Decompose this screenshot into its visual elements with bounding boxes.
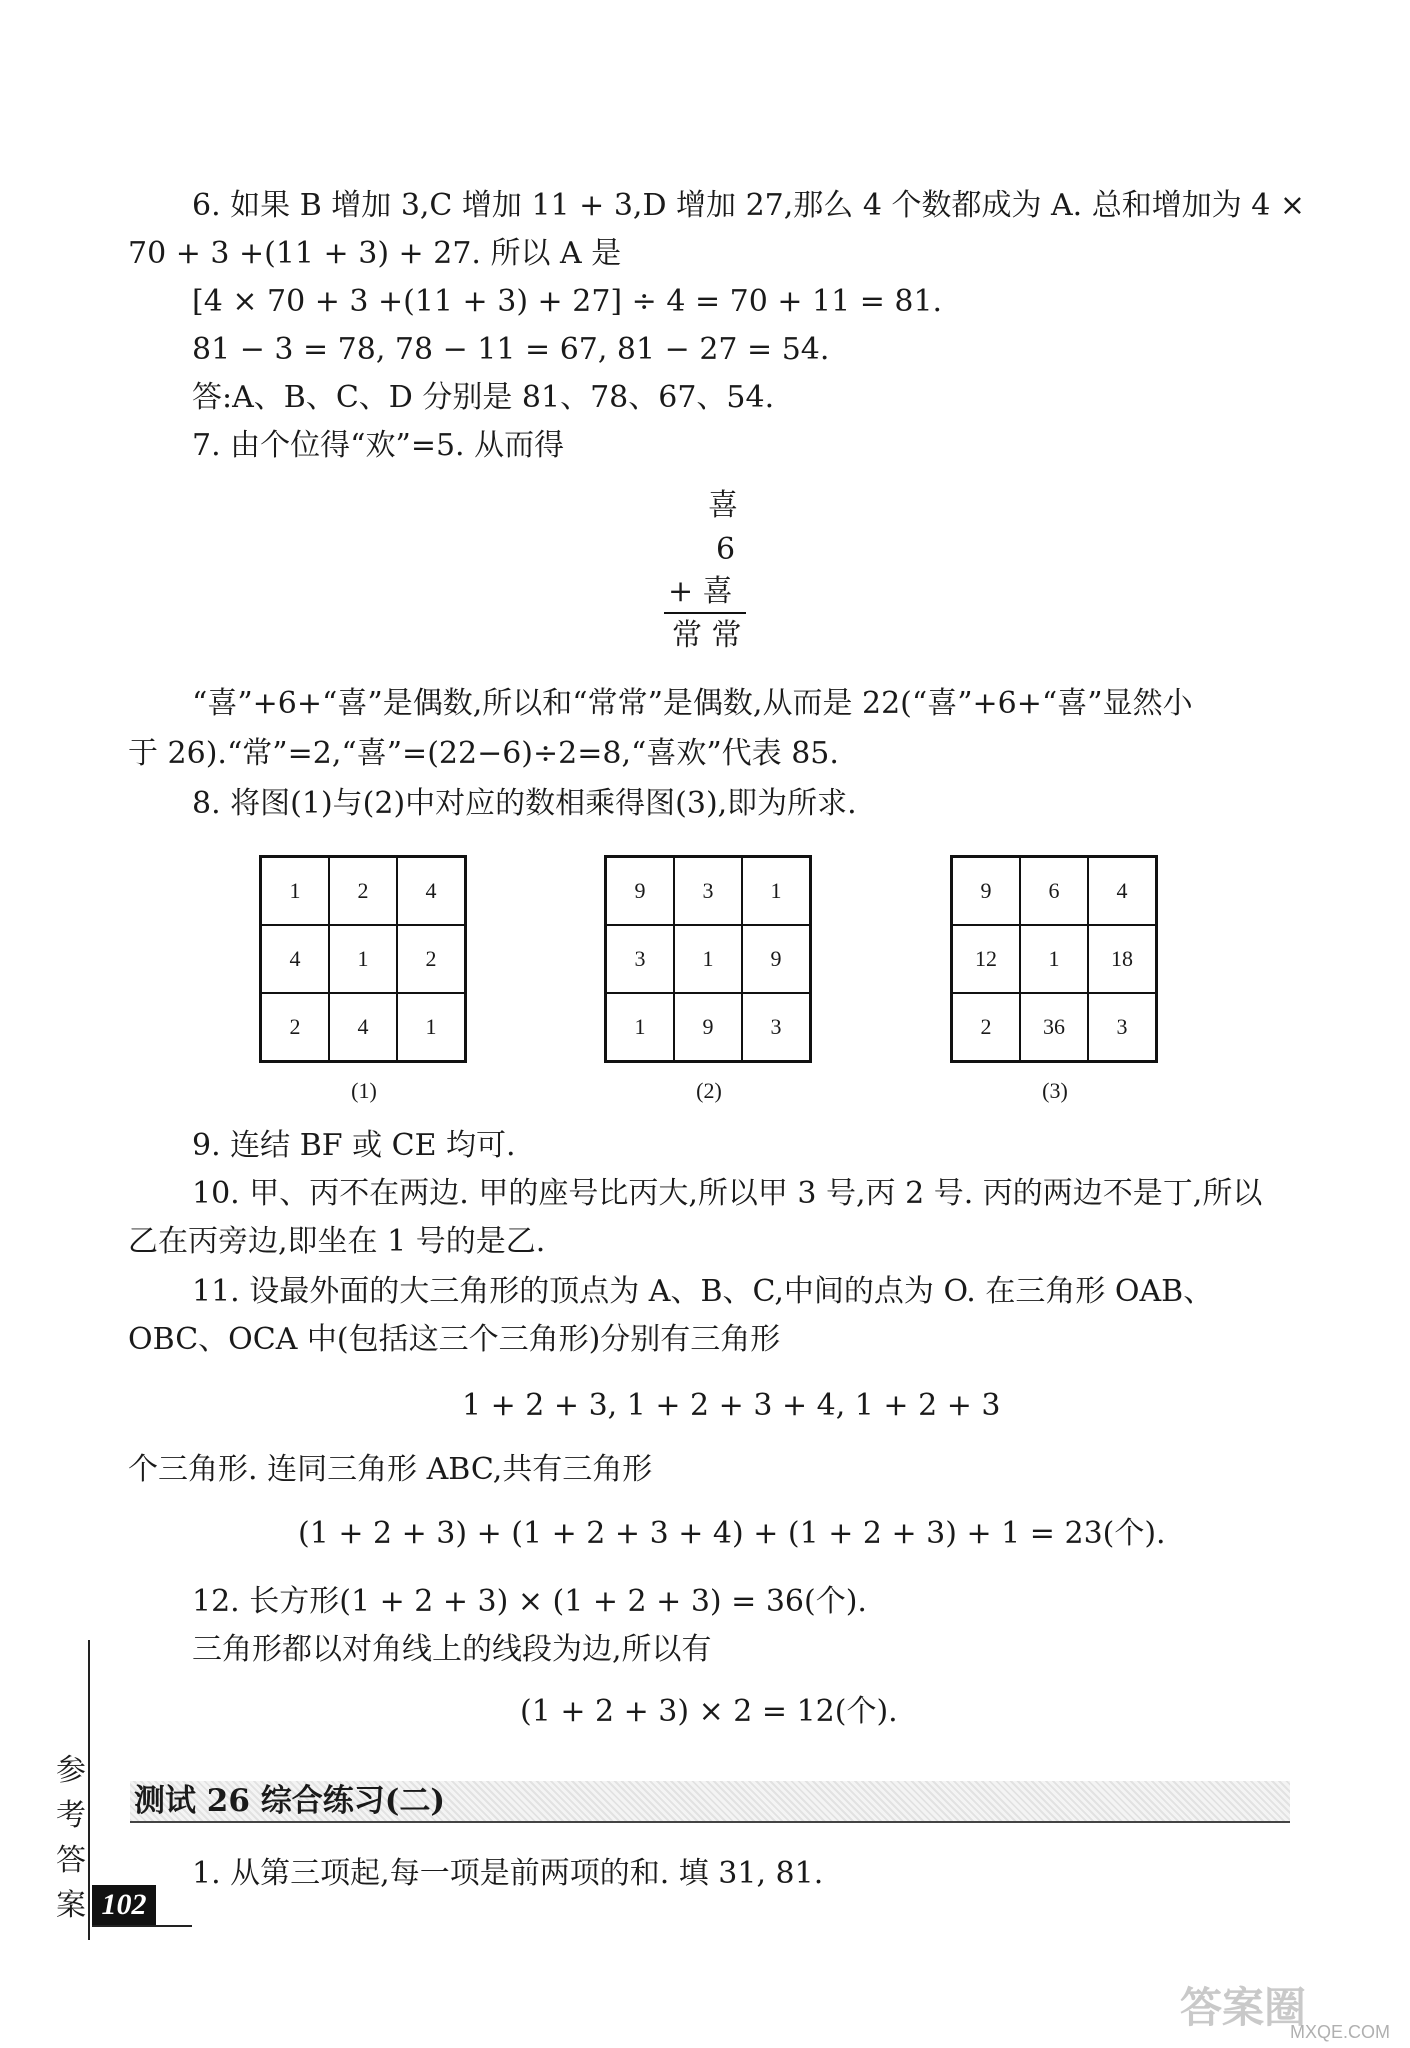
grid-cell: 1: [742, 857, 811, 926]
margin-rule: [88, 1640, 90, 1940]
grid-cell: 2: [261, 993, 330, 1062]
side-label-2: 考: [56, 1798, 86, 1833]
addition-row-1: 喜: [708, 488, 738, 523]
answer-7-line-3: 于 26).“常”=2,“喜”=(22−6)÷2=8,“喜欢”代表 85.: [128, 736, 839, 771]
answer-12-line-2: 三角形都以对角线上的线段为边,所以有: [192, 1632, 712, 1667]
answer-8-line: 8. 将图(1)与(2)中对应的数相乘得图(3),即为所求.: [192, 786, 857, 821]
answer-12-formula: (1 + 2 + 3) × 2 = 12(个).: [520, 1694, 898, 1729]
grid-cell: 1: [606, 993, 675, 1062]
grid-cell: 36: [1020, 993, 1088, 1062]
grid-1-caption: (1): [351, 1078, 377, 1103]
grid-cell: 3: [742, 993, 811, 1062]
grid-cell: 3: [606, 925, 675, 993]
page-number: 102: [92, 1885, 156, 1925]
grid-cell: 4: [329, 993, 397, 1062]
test26-answer-1: 1. 从第三项起,每一项是前两项的和. 填 31, 81.: [192, 1856, 824, 1891]
grid-2-caption: (2): [696, 1078, 722, 1103]
answer-7-line-2: “喜”+6+“喜”是偶数,所以和“常常”是偶数,从而是 22(“喜”+6+“喜”显然小: [192, 686, 1193, 721]
side-label-1: 参: [56, 1753, 86, 1788]
grid-cell: 1: [674, 925, 742, 993]
section-title: 测试 26 综合练习(二): [134, 1783, 446, 1819]
answer-11-line-2: OBC、OCA 中(包括这三个三角形)分别有三角形: [128, 1322, 781, 1357]
grid-1: [259, 855, 467, 1063]
grid-cell: 2: [397, 925, 466, 993]
side-label-4: 案: [56, 1888, 86, 1923]
addition-row-4: 常 常: [672, 618, 742, 653]
answer-11-formula-1: 1 + 2 + 3, 1 + 2 + 3 + 4, 1 + 2 + 3: [462, 1388, 1001, 1423]
addition-row-3: + 喜: [668, 574, 733, 609]
answer-6-line-5: 答:A、B、C、D 分别是 81、78、67、54.: [192, 380, 775, 415]
answer-11-line-1: 11. 设最外面的大三角形的顶点为 A、B、C,中间的点为 O. 在三角形 OAB、: [192, 1274, 1214, 1309]
grid-cell: 4: [261, 925, 330, 993]
grid-2: [604, 855, 812, 1063]
side-label-3: 答: [56, 1843, 86, 1878]
grid-cell: 9: [742, 925, 811, 993]
grid-cell: 3: [674, 857, 742, 926]
changchang-overline: [674, 612, 746, 614]
grid-3: [950, 855, 1158, 1063]
grid-cell: 4: [397, 857, 466, 926]
section-header: [130, 1781, 1290, 1823]
grid-cell: 4: [1088, 857, 1157, 926]
answer-6-line-2: 70 + 3 +(11 + 3) + 27. 所以 A 是: [128, 236, 622, 271]
grid-cell: 9: [606, 857, 675, 926]
answer-10-line-2: 乙在丙旁边,即坐在 1 号的是乙.: [128, 1224, 546, 1259]
grid-cell: 1: [329, 925, 397, 993]
watermark: 答案圈: [1180, 1983, 1307, 2032]
answer-6-line-1: 6. 如果 B 增加 3,C 增加 11 + 3,D 增加 27,那么 4 个数都成为 A. 总和增加为 4 ×: [192, 188, 1306, 223]
grid-cell: 1: [1020, 925, 1088, 993]
grid-cell: 6: [1020, 857, 1088, 926]
answer-10-line-1: 10. 甲、丙不在两边. 甲的座号比丙大,所以甲 3 号,丙 2 号. 丙的两边不是丁,所以: [192, 1176, 1263, 1211]
answer-6-line-3: [4 × 70 + 3 +(11 + 3) + 27] ÷ 4 = 70 + 11 = 81.: [192, 284, 943, 319]
watermark-url: MXQE.COM: [1290, 2022, 1391, 2042]
answer-12-line-1: 12. 长方形(1 + 2 + 3) × (1 + 2 + 3) = 36(个).: [192, 1584, 867, 1619]
grid-cell: 2: [952, 993, 1021, 1062]
addition-row-2: 6: [716, 532, 736, 567]
grid-cell: 2: [329, 857, 397, 926]
answer-6-line-4: 81 − 3 = 78, 78 − 11 = 67, 81 − 27 = 54.: [192, 332, 830, 367]
answer-7-line-1: 7. 由个位得“欢”=5. 从而得: [192, 428, 565, 463]
grid-3-caption: (3): [1042, 1078, 1068, 1103]
answer-9-line: 9. 连结 BF 或 CE 均可.: [192, 1128, 516, 1163]
grid-cell: 9: [952, 857, 1021, 926]
grid-cell: 12: [952, 925, 1021, 993]
answer-11-line-3: 个三角形. 连同三角形 ABC,共有三角形: [128, 1452, 653, 1487]
grid-cell: 9: [674, 993, 742, 1062]
grid-cell: 1: [397, 993, 466, 1062]
page-number-rule: [92, 1925, 192, 1927]
grid-cell: 18: [1088, 925, 1157, 993]
grid-cell: 1: [261, 857, 330, 926]
grid-cell: 3: [1088, 993, 1157, 1062]
answer-11-formula-2: (1 + 2 + 3) + (1 + 2 + 3 + 4) + (1 + 2 + 3) + 1 = 23(个).: [298, 1516, 1166, 1551]
